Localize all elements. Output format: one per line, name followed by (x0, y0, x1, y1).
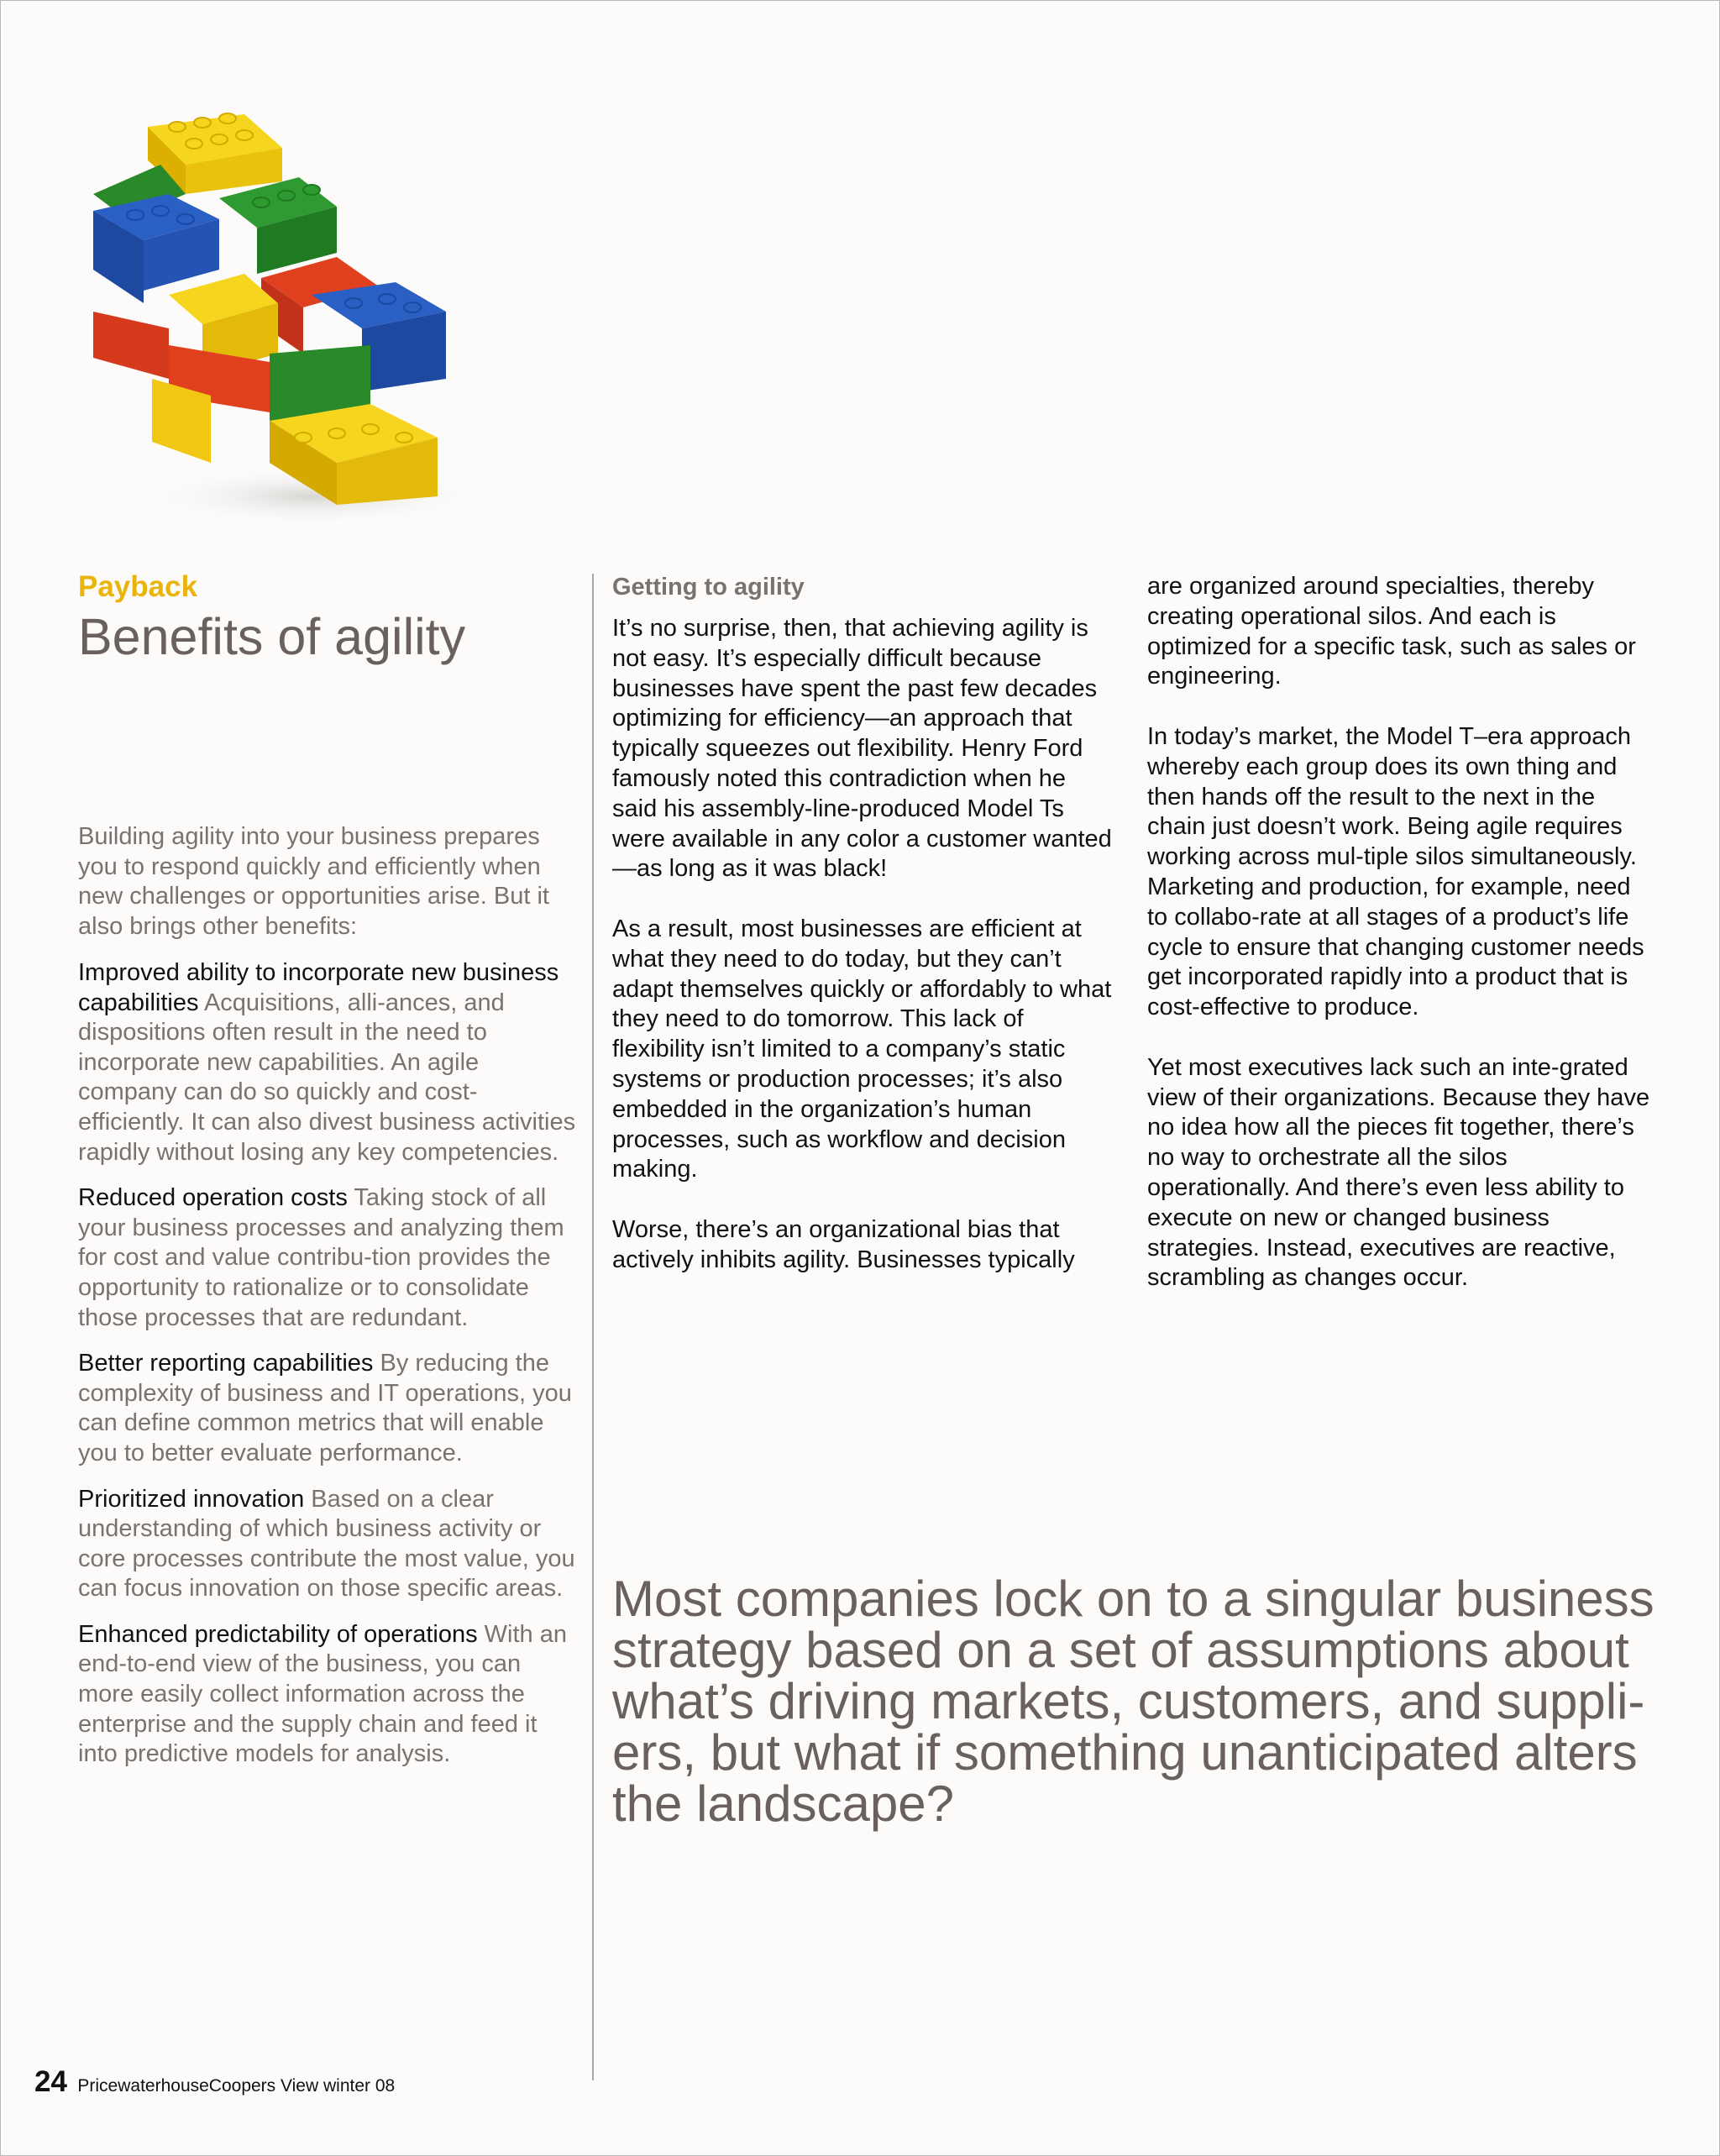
lego-bricks-illustration (60, 102, 463, 522)
page-title: Benefits of agility (78, 608, 466, 665)
article-paragraph: It’s no surprise, then, that achieving agility is not easy. It’s especially difficult because businesses have spent the past few decades optimizing for efficiency—an approach that typically squeezes out flexibility. Henry Ford famously noted this contradiction when he said his assembly-line-produced Model Ts were available in any color a customer wanted—as long as it was black! (612, 615, 1112, 883)
benefit-term: Better reporting capabilities (78, 1350, 374, 1377)
benefit-text: By reducing the complexity of business and IT operations, you can define common metrics that will enable you to better evaluate performance. (78, 1350, 572, 1466)
page-footer (34, 2065, 395, 2107)
benefit-term: Enhanced predictability of operations (78, 1620, 478, 1648)
benefit-item (78, 1349, 582, 1468)
benefit-text: With an end-to-end view of the business, you can more easily collect information across the enterprise and the supply chain and feed it into predictive models for analysis. (78, 1620, 567, 1768)
section-kicker: Payback (78, 570, 198, 603)
benefits-list (78, 958, 582, 1786)
benefit-item (78, 1485, 582, 1604)
sidebar-intro: Building agility into your business prepares you to respond quickly and efficiently when new challenges or opportunities arise. But it also brings other benefits: (78, 823, 549, 940)
benefit-text: Taking stock of all your business processes and analyzing them for cost and value contribu-tion provides the opportunity to rationalize or to consolidate those processes that are redundant. (78, 1184, 564, 1331)
benefit-term: Prioritized innovation (78, 1485, 305, 1513)
article-column-right (1147, 572, 1651, 1324)
pull-quote: Most companies lock on to a singular business strategy based on a set of assumptions about what’s driving markets, customers, and suppli-ers, but what if something unanticipated alters the landscape? (612, 1571, 1654, 1832)
benefit-term: Reduced operation costs (78, 1184, 348, 1212)
sidebar-header (78, 570, 582, 664)
article-column-middle (612, 572, 1114, 1305)
article-paragraph: Worse, there’s an organizational bias that actively inhibits agility. Businesses typically (612, 1215, 1075, 1273)
benefit-item (78, 1183, 582, 1333)
publication-name: PricewaterhouseCoopers View winter 08 (77, 2076, 396, 2096)
benefit-text: Based on a clear understanding of which business activity or core processes contribute the most value, you can focus innovation on those specific areas. (78, 1485, 575, 1603)
column-divider (592, 574, 594, 2080)
article-paragraph: As a result, most businesses are efficient at what they need to do today, but they can’t adapt themselves quickly or affordably to what they need to do tomorrow. This lack of flexibility isn’t limited to a company’s static systems or production processes; it’s also embedded in the organization’s human processes, such as workflow and decision making. (612, 915, 1112, 1183)
benefit-text: Acquisitions, alli-ances, and dispositions often result in the need to incorporate new capabilities. An agile company can do so quickly and cost-efficiently. It can also divest business activities rapidly without losing any key competencies. (78, 989, 576, 1166)
page-number: 24 (34, 2065, 67, 2098)
article-paragraph: are organized around specialties, thereby creating operational silos. And each is optimized for a specific task, such as sales or engineering. (1147, 573, 1636, 690)
benefit-item (78, 958, 582, 1167)
article-paragraph: In today’s market, the Model T–era approach whereby each group does its own thing and then hands off the result to the next in the chain just doesn’t work. Being agile requires working across mul-tiple silos simultaneously. Marketing and production, for example, need to collabo-rate at all stages of a product’s life cycle to ensure that changing customer needs get incorporated rapidly into a product that is cost-effective to produce. (1147, 722, 1644, 1021)
article-subhead: Getting to agility (612, 574, 805, 601)
article-paragraph: Yet most executives lack such an inte-grated view of their organizations. Because they have no idea how all the pieces fit together, there’s no way to orchestrate all the silos operationally. And there’s even less ability to execute on new or changed business strategies. Instead, executives are reactive, scrambling as changes occur. (1147, 1053, 1650, 1292)
benefit-term: Improved ability to incorporate new business capabilities (78, 959, 559, 1016)
benefit-item (78, 1620, 582, 1770)
